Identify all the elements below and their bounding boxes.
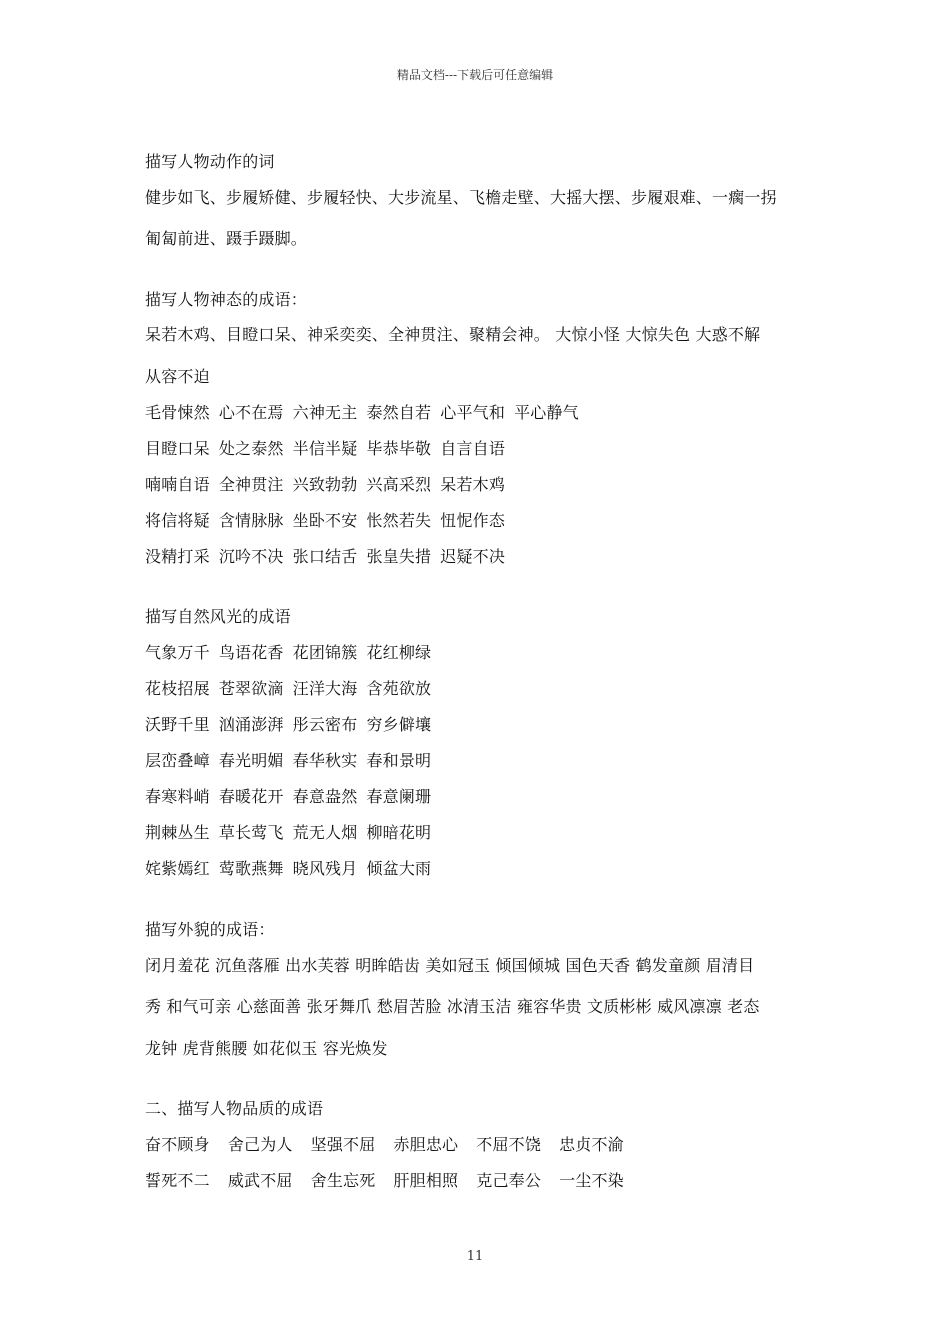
idiom: 沃野千里 — [145, 715, 210, 734]
paragraph-line: 匍匐前进、蹑手蹑脚。 — [145, 229, 308, 248]
idiom: 克己奉公 — [476, 1171, 542, 1190]
idiom: 心不在焉 — [218, 403, 284, 422]
idiom: 苍翠欲滴 — [218, 679, 284, 698]
idiom: 晓风残月 — [292, 859, 358, 878]
section-title-character: 二、描写人物品质的成语 — [145, 1099, 324, 1118]
page-header: 精品文档---下载后可任意编辑 — [396, 68, 554, 82]
idiom: 草长莺飞 — [218, 823, 284, 842]
idiom: 兴致勃勃 — [292, 475, 358, 494]
idiom: 赤胆忠心 — [393, 1135, 459, 1154]
idiom-row — [145, 679, 431, 699]
idiom: 荆棘丛生 — [145, 823, 210, 842]
idiom: 春华秋实 — [292, 751, 358, 770]
idiom-row — [145, 403, 579, 423]
idiom: 含情脉脉 — [218, 511, 284, 530]
idiom: 春暖花开 — [218, 787, 284, 806]
paragraph-line: 闭月羞花 沉鱼落雁 出水芙蓉 明眸皓齿 美如冠玉 倾国倾城 国色天香 鹤发童颜 眉清目 — [145, 956, 755, 975]
idiom: 奋不顾身 — [145, 1135, 210, 1154]
idiom: 兴高采烈 — [366, 475, 432, 494]
idiom: 全神贯注 — [218, 475, 284, 494]
idiom-row — [145, 787, 431, 807]
idiom: 春意盎然 — [292, 787, 358, 806]
idiom: 穷乡僻壤 — [366, 715, 432, 734]
idiom: 呆若木鸡 — [440, 475, 506, 494]
idiom: 自言自语 — [440, 439, 506, 458]
idiom: 春寒料峭 — [145, 787, 210, 806]
idiom: 坐卧不安 — [292, 511, 358, 530]
idiom: 誓死不二 — [145, 1171, 210, 1190]
idiom: 姹紫嫣红 — [145, 859, 210, 878]
idiom-row — [145, 511, 505, 531]
idiom: 坚强不屈 — [310, 1135, 376, 1154]
idiom: 张口结舌 — [292, 547, 358, 566]
idiom: 肝胆相照 — [393, 1171, 459, 1190]
idiom: 彤云密布 — [292, 715, 358, 734]
idiom: 不屈不饶 — [476, 1135, 542, 1154]
idiom: 怅然若失 — [366, 511, 432, 530]
idiom: 泰然自若 — [366, 403, 432, 422]
idiom: 迟疑不决 — [440, 547, 506, 566]
idiom: 忠贞不渝 — [559, 1135, 624, 1154]
idiom: 处之泰然 — [218, 439, 284, 458]
idiom-row — [145, 439, 505, 459]
idiom: 没精打采 — [145, 547, 210, 566]
idiom: 喃喃自语 — [145, 475, 210, 494]
idiom-row — [145, 1135, 624, 1155]
idiom-row — [145, 1171, 624, 1191]
idiom: 沉吟不决 — [218, 547, 284, 566]
idiom: 威武不屈 — [227, 1171, 293, 1190]
idiom: 一尘不染 — [559, 1171, 624, 1190]
idiom: 鸟语花香 — [218, 643, 284, 662]
idiom-row — [145, 715, 431, 735]
idiom: 忸怩作态 — [440, 511, 506, 530]
idiom: 半信半疑 — [292, 439, 358, 458]
idiom: 平心静气 — [514, 403, 579, 422]
paragraph-line: 龙钟 虎背熊腰 如花似玉 容光焕发 — [145, 1039, 388, 1058]
idiom: 气象万千 — [145, 643, 210, 662]
idiom-row — [145, 823, 431, 843]
section-title-appearance: 描写外貌的成语： — [145, 920, 275, 939]
idiom-row — [145, 751, 431, 771]
idiom: 含苑欲放 — [366, 679, 432, 698]
paragraph-line: 秀 和气可亲 心慈面善 张牙舞爪 愁眉苦脸 冰清玉洁 雍容华贵 文质彬彬 威风凛凛 老态 — [145, 997, 760, 1016]
idiom: 荒无人烟 — [292, 823, 358, 842]
section-title-action: 描写人物动作的词 — [145, 152, 275, 171]
idiom: 六神无主 — [292, 403, 358, 422]
paragraph-line: 从容不迫 — [145, 367, 210, 386]
idiom: 春和景明 — [366, 751, 432, 770]
idiom-row — [145, 547, 505, 567]
idiom: 花枝招展 — [145, 679, 210, 698]
idiom: 舍己为人 — [227, 1135, 293, 1154]
idiom: 心平气和 — [440, 403, 506, 422]
idiom: 春光明媚 — [218, 751, 284, 770]
idiom: 汹涌澎湃 — [218, 715, 284, 734]
idiom: 毕恭毕敬 — [366, 439, 432, 458]
idiom: 层峦叠嶂 — [145, 751, 210, 770]
idiom: 莺歌燕舞 — [218, 859, 284, 878]
idiom: 倾盆大雨 — [366, 859, 432, 878]
idiom: 花红柳绿 — [366, 643, 432, 662]
idiom: 目瞪口呆 — [145, 439, 210, 458]
idiom: 将信将疑 — [145, 511, 210, 530]
idiom-row — [145, 859, 431, 879]
paragraph-line: 健步如飞、步履矫健、步履轻快、大步流星、飞檐走壁、大摇大摆、步履艰难、一瘸一拐 — [145, 188, 777, 207]
idiom: 张皇失措 — [366, 547, 432, 566]
idiom: 柳暗花明 — [366, 823, 432, 842]
idiom: 春意阑珊 — [366, 787, 432, 806]
idiom: 舍生忘死 — [310, 1171, 376, 1190]
section-title-demeanor: 描写人物神态的成语： — [145, 290, 308, 309]
paragraph-line: 呆若木鸡、目瞪口呆、神采奕奕、全神贯注、聚精会神。 大惊小怪 大惊失色 大惑不解 — [145, 325, 761, 344]
page-number: 11 — [466, 1249, 484, 1264]
idiom-row — [145, 475, 505, 495]
idiom: 花团锦簇 — [292, 643, 358, 662]
idiom: 毛骨悚然 — [145, 403, 210, 422]
idiom: 汪洋大海 — [292, 679, 358, 698]
section-title-nature: 描写自然风光的成语 — [145, 607, 291, 626]
idiom-row — [145, 643, 431, 663]
